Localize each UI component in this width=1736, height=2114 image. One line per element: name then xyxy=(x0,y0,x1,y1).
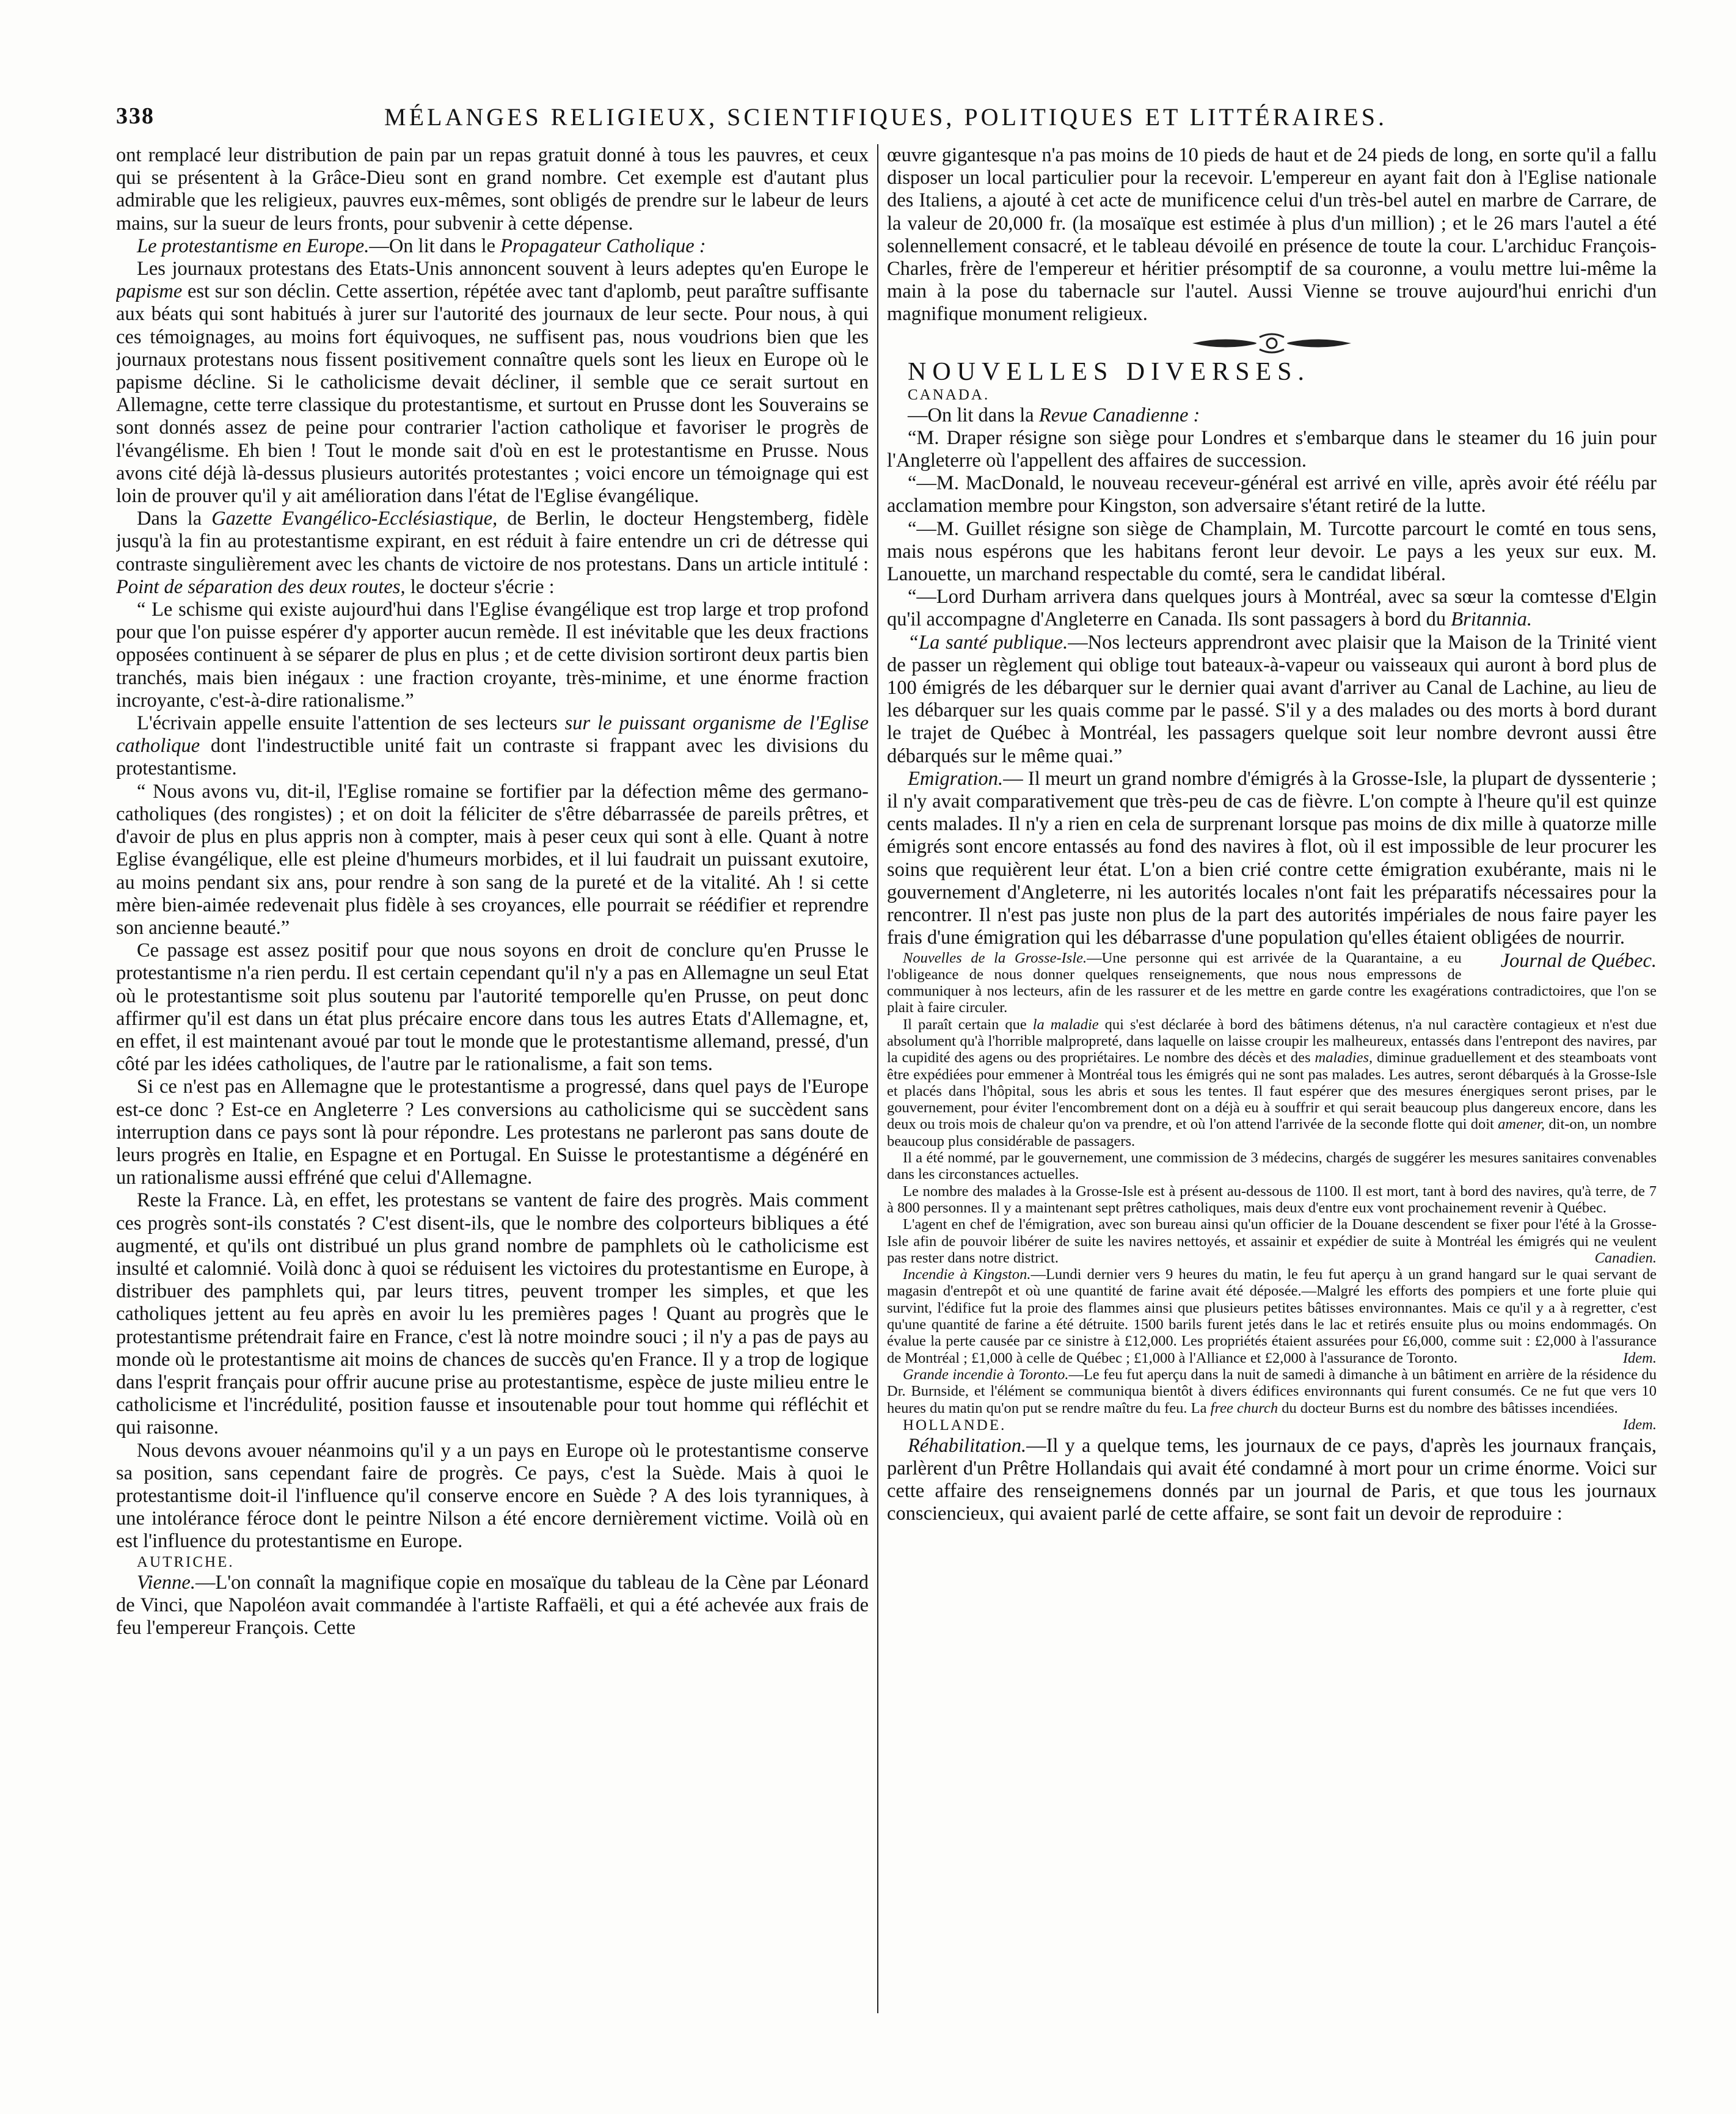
text-run: —Nos lecteurs apprendront avec plaisir que la Maison de la Trinité vient de passer un règlement qui oblige tout bateaux-à-vapeur ou vaisseaux qui auront à bord plus de 100 émigrés de les débarquer sur le dernier quai avant d'arriver au Canal de Lachine, au lieu de les débarquer sur les quais comme par le passé. S'il y a des malades ou des morts à bord durant le trajet de Québec à Montréal, les passagers quelque soit leur nombre devront aussi être débarqués sur le même quai.” xyxy=(887,631,1657,767)
text-run: — Il meurt un grand nombre d'émigrés à la Grosse-Isle, la plupart de dyssenterie ; il n'y avait comparativement que très-peu de cas de fièvre. L'on compte à l'heure qu'il est quinze cents malades. Il n'y a rien en cela de surprenant lorsque pas moins de dix mille à quatorze mille émigrés sont encore entassés au fond des navires à flot, où il est impossible de leur procurer les soins que requièrent leur état. L'on a bien crié contre cette émigration exubérante, mais ni le gouvernement d'Angleterre, ni les autorités locales n'ont fait les préparatifs nécessaires pour la rencontrer. Il n'est pas juste non plus de la part des autorités impériales de nous faire payer les frais d'une émigration qui les débarrasse d'une population qu'elles étaient obligées de nourrir. xyxy=(887,767,1657,949)
section-heading-hollande: HOLLANDE. xyxy=(903,1416,1007,1434)
text-run: dit-on, un nombre beaucoup plus considérable de passagers. xyxy=(887,1116,1657,1150)
news-item: “—M. Guillet résigne son siège de Champlain, M. Turcotte parcourt le comté en tous sens, mais nous espérons que les habitans feront leur devoir. Le pays a les yeux sur eux. M. Lanouette, un marchand respectable du comté, sera le candidat libéral. xyxy=(887,517,1657,586)
paragraph xyxy=(116,1572,869,1640)
text-run: —Une personne qui est arrivée de la Quarantaine, a eu l'obligeance de nous donner quelques renseignements, que nous nous empressons de communiquer à nos lecteurs, afin de les rassurer et de les mettre en garde contre les exagérations contradictoires, que l'on se plait à faire circuler. xyxy=(887,949,1657,1016)
news-item: Le nombre des malades à la Grosse-Isle est à présent au-dessous de 1100. Il est mort, tant à bord des navires, qu'à terre, de 7 à 800 personnes. Il y a maintenant sept prêtres catholiques, mais deux d'entre eux vont prochainement revenir à Québec. xyxy=(887,1183,1657,1216)
quotation: “ Nous avons vu, dit-il, l'Eglise romaine se fortifier par la défection même des germano-catholiques (des rongistes) ; et on doit la féliciter de s'être débarrassée de pareils prêtres, et d'avoir de plus en plus appris non à compter, mais à peser ceux qui sont à elle. Quant à notre Eglise évangélique, elle est pleine d'humeurs morbides, et il lui faudrait un puissant exutoire, au moins pendant six ans, pour rendre à son sang de la pureté et de la vitalité. Ah ! si cette mère bien-aimée redevenait plus fidèle à ses croyances, elle pourrait se réédifier et reprendre son ancienne beauté.” xyxy=(116,780,869,939)
ship-name: Britannia. xyxy=(1451,608,1532,631)
article-title: Le protestantisme en Europe. xyxy=(137,235,370,257)
italic-phrase: maladies, xyxy=(1315,1049,1373,1066)
section-heading-nouvelles: NOUVELLES DIVERSES. xyxy=(908,357,1310,386)
italic-phrase: la maladie xyxy=(1032,1016,1099,1033)
news-item xyxy=(887,632,1657,768)
fleuron-icon xyxy=(1186,332,1357,354)
journal-name: Gazette Evangélico-Ecclésiastique, xyxy=(211,508,498,530)
paragraph: Ce passage est assez positif pour que nous soyons en droit de conclure qu'en Prusse le protestantisme n'a rien perdu. Il est certain cependant qu'il n'y a pas en Allemagne un seul Etat où le protestantisme soit plus soutenu par l'autorité temporelle qu'en Prusse, on peut donc affirmer qu'il est dans un état plus précaire encore dans tous les autres Etats d'Allemagne, et, en effet, il est maintenant avoué par tout le monde que le protestantisme allemand, pressé, d'un côté par les idées catholiques, de l'autre par le rationalisme, a fait son tems. xyxy=(116,939,869,1076)
text-run: dont l'indestructible unité fait un contraste si frappant avec les divisions du protestantisme. xyxy=(116,735,869,780)
small-print-block xyxy=(887,950,1657,1435)
news-item xyxy=(887,1016,1657,1150)
running-title: MÉLANGES RELIGIEUX, SCIENTIFIQUES, POLITIQUES ET LITTÉRAIRES. xyxy=(384,103,1387,131)
source-name: Propagateur Catholique : xyxy=(500,235,706,257)
text-run: —Le feu fut aperçu dans la nuit de samedi à dimanche à un bâtiment en arrière de la résidence du Dr. Burnside, et l'élément se communiqua bientôt à divers édifices environnants qui furent consumés. Ce ne fut que vers 10 heures du matin qu'on put se rendre maître du feu. La xyxy=(887,1366,1657,1416)
news-item xyxy=(887,1266,1657,1366)
text-run: de Berlin, le docteur Hengstemberg, fidèle jusqu'à la fin au protestantisme expirant, en est réduit à faire entendre un cri de détresse qui contraste singulièrement avec les chants de victoire de nos protestans. Dans un article intitulé : xyxy=(116,508,869,575)
left-column xyxy=(116,144,869,2016)
source-credit: Canadien. xyxy=(1594,1249,1657,1266)
section-heading-canada: CANADA. xyxy=(908,386,990,403)
item-title: Emigration. xyxy=(908,767,1004,790)
quotation: “ Le schisme qui existe aujourd'hui dans l'Eglise évangélique est trop large et trop profond pour que l'on puisse espérer d'y apporter aucun remède. Il est inévitable que les deux fractions opposées continuent à se séparer de plus en plus ; et de cette division sortiront deux partis bien tranchés, mais bien inégaux : une fraction croyante, très-minime, et une énorme fraction incroyante, c'est-à-dire rationalisme.” xyxy=(116,599,869,712)
source-credit: Journal de Québec. xyxy=(1500,949,1657,972)
text-run: —Lundi dernier vers 9 heures du matin, le feu fut aperçu à un grand hangard sur le quai servant de magasin d'entrepôt et où une quantité de farine avait été déposée.—Malgré les efforts des pompiers et une forte pluie qui survint, l'édifice fut la proie des flammes ainsi que plusieurs petites bâtisses environnantes. Mais ce qu'il y a à regretter, c'est qu'une quantité de farine a été détruite. 1500 barils furent jetés dans le lac et retirés ensuite plus ou moins endommagés. On évalue la perte causée par ce sinistre à £12,000. Les propriétés étaient assurées pour £6,000, comme suit : £2,000 à l'assurance de Montréal ; £1,000 à celle de Québec ; £1,000 à l'Alliance et £2,000 à l'assurance de Toronto. xyxy=(887,1266,1657,1366)
news-item: Il a été nommé, par le gouvernement, une commission de 3 médecins, chargés de suggérer les mesures sanitaires convenables dans les circonstances actuelles. xyxy=(887,1150,1657,1183)
item-title: “La santé publique. xyxy=(908,631,1068,654)
page-number: 338 xyxy=(116,103,155,129)
text-run: du docteur Burns est du nombre des bâtisses incendiées. xyxy=(1282,1399,1618,1416)
source-credit: Idem. xyxy=(1622,1349,1657,1366)
paragraph xyxy=(887,404,1657,427)
news-item: “—M. MacDonald, le nouveau receveur-général est arrivé en ville, après avoir été réélu par acclamation membre pour Kingston, son adversaire s'étant retiré de la lutte. xyxy=(887,472,1657,517)
section-heading-autriche: AUTRICHE. xyxy=(137,1553,235,1570)
paragraph: œuvre gigantesque n'a pas moins de 10 pieds de haut et de 24 pieds de long, en sorte qu'il a fallu disposer un local particulier pour la recevoir. L'empereur en ayant fait don à l'Eglise nationale des Italiens, a ajouté à cet acte de munificence celui d'un très-bel autel en marbre de Carrare, de la valeur de 20,000 fr. (la mosaïque est estimée à plus d'un million) ; et le 26 mars l'autel a été solennellement consacré, et le tableau dévoilé en présence de toute la cour. L'archiduc François-Charles, frère de l'empereur et héritier présomptif de sa couronne, a voulu mettre lui-même la main à la pose du tabernacle sur l'autel. Aussi Vienne se trouve aujourd'hui enrichi d'un magnifique monument religieux. xyxy=(887,144,1657,326)
text-run: Il paraît certain que xyxy=(903,1016,1027,1033)
paragraph: ont remplacé leur distribution de pain par un repas gratuit donné à tous les pauvres, et ceux qui se présentent à la Grâce-Dieu sont en grand nombre. Cet exemple est d'autant plus admirable que les religieux, pauvres eux-mêmes, sont obligés de prendre sur le labeur de leurs mains, sur la sueur de leurs fronts, pour subvenir à cette dépense. xyxy=(116,144,869,235)
item-title: Vienne. xyxy=(137,1571,195,1594)
column-rule xyxy=(877,144,878,2013)
text-run: diminue graduellement et des steamboats vont être expédiées pour emmener à Montréal tous les émigrés qui ne sont pas malades. Les autres, seront débarqués à la Grosse-Isle et placés dans l'hôpital, sous les abris et sous les tentes. Il faut espérer que des mesures énergiques seront prises, par le gouvernement, pour éviter l'encombrement dont on a déjà eu à souffrir et qui serait beaucoup plus dangereux encore, dans les deux ou trois mois de chaleur qu'on va prendre, et où l'on attend l'arrivée de la seconde flotte qui doit xyxy=(887,1049,1657,1133)
news-item xyxy=(887,586,1657,631)
article-lead xyxy=(116,235,869,258)
text-run: est sur son déclin. Cette assertion, répétée avec tant d'aplomb, peut paraître suffisante aux béats qui sont habitués à jurer sur l'autorité des journaux de leur secte. Pour nous, à qui ces témoignages, au moins fort équivoques, ne suffisent pas, nous voudrions bien que les journaux protestans nous fissent positivement connaître quels sont les lieux en Europe où le papisme décline. Si le catholicisme devait décliner, il semble que ce serait surtout en Allemagne, cette terre classique du protestantisme, et surtout en Prusse dont les Souverains se sont donnés assez de peine pour contrarier l'action catholique et favoriser le progrès de l'évangélisme. Eh bien ! Tout le monde sait d'où en est le protestantisme en Prusse. Nous avons cité déjà là-dessus plusieurs autorités protestantes ; voici encore un témoignage qui est loin de prouver qu'il y ait amélioration dans l'état de l'Eglise évangélique. xyxy=(116,280,869,508)
paragraph: Si ce n'est pas en Allemagne que le protestantisme a progressé, dans quel pays de l'Europe est-ce donc ? Est-ce en Angleterre ? Les conversions au catholicisme qui se succèdent sans interruption dans ce pays sont là pour répondre. Les protestans ne parleront pas sans doute de leurs progrès en Italie, en Espagne et en Portugal. En Suisse le protestantisme a dégénéré en un rationalisme aussi effréné que celui d'Allemagne. xyxy=(116,1076,869,1189)
ornament-divider xyxy=(887,332,1657,357)
item-title: Incendie à Kingston. xyxy=(903,1266,1031,1283)
right-column xyxy=(887,144,1657,2016)
source-credit: Idem. xyxy=(1622,1416,1657,1433)
paragraph xyxy=(887,1435,1657,1526)
text-run: —L'on connaît la magnifique copie en mosaïque du tableau de la Cène par Léonard de Vinci, que Napoléon avait commandée à l'artiste Raffaëli, et qui a été achevée aux frais de feu l'empereur François. Cette xyxy=(116,1571,869,1639)
text-run: —Il y a quelque tems, les journaux de ce pays, d'après les journaux français, parlèrent d'un Prêtre Hollandais qui avait été condamné à mort pour un crime énorme. Voici sur cette affaire des renseignemens donnés par un journal de Paris, et que tous les journaux consciencieux, qui avaient parlé de cette affaire, se sont fait un devoir de reproduire : xyxy=(887,1434,1657,1525)
text-run: Dans la xyxy=(137,508,202,530)
italic-word: papisme xyxy=(116,280,183,303)
italic-phrase: amener, xyxy=(1498,1116,1545,1133)
paragraph xyxy=(116,258,869,508)
paragraph: Nous devons avouer néanmoins qu'il y a un pays en Europe où le protestantisme conserve sa position, sans cependant faire de progrès. Ce pays, c'est la Suède. Mais à quoi le protestantisme doit-il l'influence qu'il conserve encore en Suède ? A des lois tyranniques, à une intolérance féroce dont le peintre Nilson a été encore dernièrement victime. Voilà où en est l'influence du protestantisme en Europe. xyxy=(116,1439,869,1553)
italic-phrase: sur le puissant organisme de l'Eglise catholique xyxy=(116,712,869,757)
text-run: le docteur s'écrie : xyxy=(410,575,555,598)
text-run: Les journaux protestans des Etats-Unis annoncent souvent à leurs adeptes qu'en Europe le xyxy=(137,258,869,280)
paragraph xyxy=(116,712,869,781)
text-run: L'écrivain appelle ensuite l'attention de ses lecteurs xyxy=(137,712,558,735)
text-run: “—Lord Durham arrivera dans quelques jours à Montréal, avec sa sœur la comtesse d'Elgin qu'il accompagne d'Angleterre en Canada. Ils sont passagers à bord du xyxy=(887,586,1657,631)
text-run: qui s'est déclarée à bord des bâtimens détenus, n'a nul caractère contagieux et n'est due absolument qu'à l'horrible malpropreté, dans laquelle on laisse croupir les malheureux, entassés dans l'entrepont des navires, par la cupidité des agens ou des propriétaires. Le nombre des décès et des xyxy=(887,1016,1657,1066)
paragraph xyxy=(116,508,869,599)
news-item: “M. Draper résigne son siège pour Londres et s'embarque dans le steamer du 16 juin pour l'Angleterre où l'appellent des affaires de succession. xyxy=(887,426,1657,472)
italic-phrase: free church xyxy=(1210,1399,1278,1416)
source-name: Revue Canadienne : xyxy=(1038,404,1200,426)
item-title: Grande incendie à Toronto. xyxy=(903,1366,1069,1383)
article-title: Point de séparation des deux routes, xyxy=(116,575,406,598)
page-header xyxy=(116,103,1655,139)
text-run: L'agent en chef de l'émigration, avec son bureau ainsi qu'un officier de la Douane descendent se fixer pour l'été à la Grosse-Isle afin de pouvoir libérer de suite les navires nettoyés, et assainir et expédier de suite à Montréal les émigrés qui ne veulent pas rester dans notre district. xyxy=(887,1216,1657,1266)
item-title: Réhabilitation. xyxy=(908,1434,1027,1457)
text-run: —On lit dans le xyxy=(369,235,496,257)
text-run: —On lit dans la xyxy=(908,404,1034,426)
paragraph: Reste la France. Là, en effet, les protestans se vantent de faire des progrès. Mais comment ces progrès sont-ils constatés ? C'est disent-ils, que le nombre des colporteurs bibliques a été augmenté, et qu'ils ont distribué un plus grand nombre de pamphlets où le catholicisme est insulté et calomnié. Voilà donc à quoi se réduisent les victoires du protestantisme en Europe, à distribuer des pamphlets qui, par leurs titres, peuvent tromper les simples, et que les catholiques jettent au feu après en avoir lu les premières pages ! Quant au progrès que le protestantisme prétendrait faire en France, c'est là notre moindre souci ; il n'y a pas de pays au monde où le protestantisme ait moins de chances de succès qu'en France. Il y a trop de logique dans l'esprit français pour offrir aucune prise au protestantisme, espèce de juste milieu entre le catholicisme et l'incrédulité, position fausse et insoutenable pour tout homme qui réfléchit et qui raisonne. xyxy=(116,1189,869,1439)
item-title: Nouvelles de la Grosse-Isle. xyxy=(903,949,1087,966)
news-item xyxy=(887,1216,1657,1266)
